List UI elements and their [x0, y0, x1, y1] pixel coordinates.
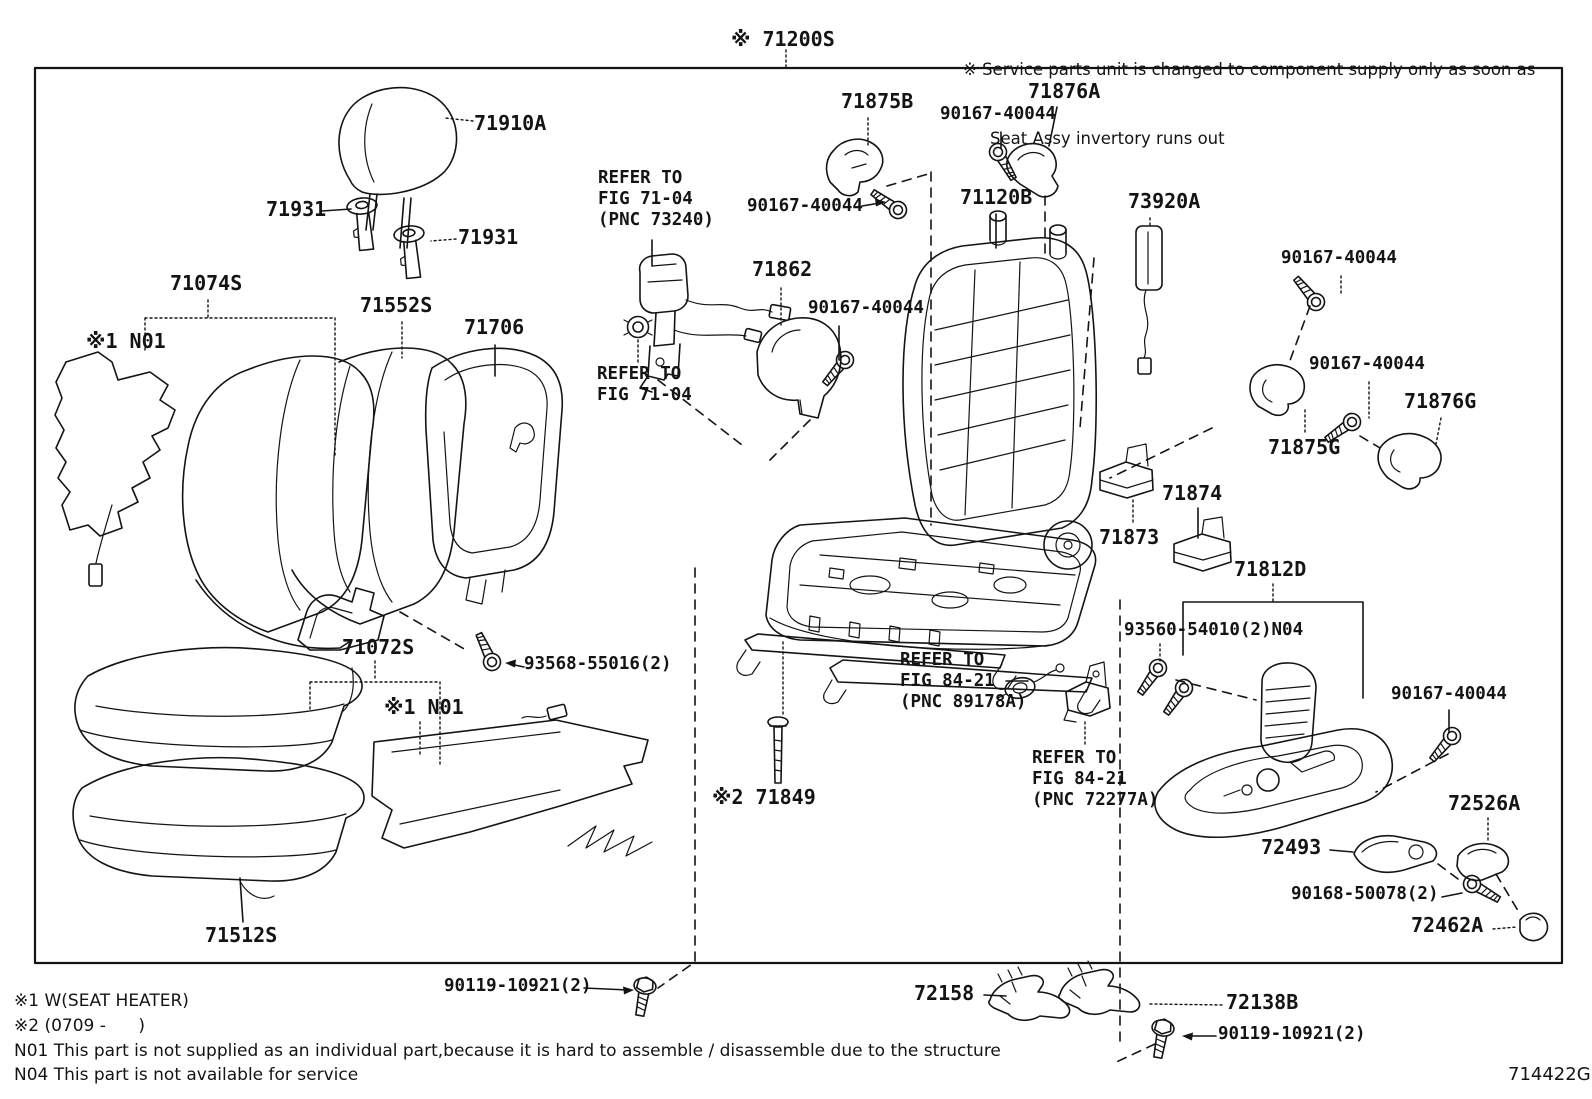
part-label-90119-10921-2: 90119-10921(2)	[1218, 1024, 1366, 1044]
footnote-seat-heater: ※1 W(SEAT HEATER)	[14, 991, 189, 1011]
part-label-71875b: 71875B	[841, 89, 914, 113]
part-label-71910a: 71910A	[474, 111, 547, 135]
part-label-refer-fig71-04-nut: REFER TO FIG 71-04	[597, 364, 692, 405]
part-label-n01-back: ※1 N01	[86, 329, 166, 353]
part-label-72138b: 72138B	[1226, 990, 1299, 1014]
figure-code: 714422G	[1508, 1064, 1591, 1085]
part-label-refer-fig84-21-sensor: REFER TO FIG 84-21 (PNC 89178A)	[900, 650, 1027, 712]
headrest-support-71931	[346, 196, 428, 279]
side-shield	[1155, 729, 1392, 837]
part-label-71862: 71862	[752, 257, 813, 281]
part-label-72526a: 72526A	[1448, 791, 1521, 815]
part-label-71849: ※2 71849	[712, 785, 816, 809]
part-label-73920a: 73920A	[1128, 189, 1201, 213]
cap-72462a	[1520, 913, 1547, 940]
part-label-90167-40044-2: 90167-40044	[940, 104, 1056, 124]
part-label-71200s: ※ 71200S	[731, 27, 835, 51]
part-label-71512s: 71512S	[205, 923, 278, 947]
module-73920a	[1136, 226, 1162, 374]
clip-72158	[989, 967, 1070, 1020]
part-label-71876g: 71876G	[1404, 389, 1477, 413]
footnote-n01: N01 This part is not supplied as an individual part,because it is hard to assemble / disassemble due to the structure	[14, 1041, 1001, 1061]
part-label-93560-54010: 93560-54010(2)N04	[1124, 620, 1304, 640]
part-label-90167-40044-4: 90167-40044	[808, 298, 924, 318]
headrest-71910a	[339, 88, 457, 248]
part-label-n01-cushion: ※1 N01	[384, 695, 464, 719]
seatback-heater-pad-n01	[55, 352, 175, 586]
shield-71862	[757, 318, 841, 418]
part-label-90167-40044-6: 90167-40044	[1391, 684, 1507, 704]
belt-anchor-nut	[624, 317, 652, 338]
part-label-71706: 71706	[464, 315, 525, 339]
part-label-71931-b: 71931	[458, 225, 519, 249]
screws-93560-54010	[1133, 656, 1196, 718]
part-label-71931-a: 71931	[266, 197, 327, 221]
dashed-reference-lines	[400, 172, 1520, 1064]
service-note-line1: ※ Service parts unit is changed to component supply only as soon as	[963, 60, 1536, 79]
part-label-90167-40044-3: 90167-40044	[1281, 248, 1397, 268]
part-label-71875g: 71875G	[1268, 435, 1341, 459]
part-label-71552s: 71552S	[360, 293, 433, 317]
part-label-72462a: 72462A	[1411, 913, 1484, 937]
part-label-72158: 72158	[914, 981, 975, 1005]
part-label-71873: 71873	[1099, 525, 1160, 549]
part-label-90119-10921-1: 90119-10921(2)	[444, 976, 592, 996]
cushion-cover-71072s	[75, 648, 362, 771]
screw-71849	[768, 717, 788, 783]
part-label-71120b: 71120B	[960, 185, 1033, 209]
seatback-pad-71552s	[292, 348, 466, 624]
part-label-72493: 72493	[1261, 835, 1322, 859]
part-label-93568-55016: 93568-55016(2)	[524, 654, 672, 674]
handle-72493	[1354, 836, 1436, 873]
part-label-71874: 71874	[1162, 481, 1223, 505]
bracket-71875b	[827, 139, 883, 195]
part-label-71074s: 71074S	[170, 271, 243, 295]
cushion-heater-sheet-n01	[372, 704, 652, 856]
inner-cover-71812d	[1261, 663, 1316, 762]
footnote-0709: ※2 (0709 - )	[14, 1016, 145, 1036]
part-label-refer-fig71-04-belt: REFER TO FIG 71-04 (PNC 73240)	[598, 168, 714, 230]
part-label-90167-40044-1: 90167-40044	[747, 196, 863, 216]
bracket-71873	[1100, 444, 1153, 498]
bracket-71875g	[1250, 365, 1304, 416]
service-note-line2: Seat Assy invertory runs out	[990, 129, 1225, 148]
screw-93568-55016	[471, 630, 503, 673]
bracket-71876g	[1378, 434, 1441, 489]
cushion-pad-71512s	[73, 758, 364, 899]
part-label-90167-40044-5: 90167-40044	[1309, 354, 1425, 374]
bolt-90119-10921-right	[1147, 1017, 1175, 1059]
bracket-71874	[1174, 517, 1231, 571]
bolt-90119-10921-left	[629, 975, 657, 1017]
clip-72138b	[1059, 961, 1140, 1014]
part-label-71876a: 71876A	[1028, 79, 1101, 103]
part-label-90168-50078: 90168-50078(2)	[1291, 884, 1439, 904]
screw-90168-50078	[1460, 872, 1503, 906]
seat-frame-71120b	[737, 211, 1100, 714]
seatback-cover-71074s	[183, 356, 374, 648]
part-label-71812d: 71812D	[1234, 557, 1307, 581]
cover-72526a	[1457, 844, 1508, 881]
part-label-71072s: 71072S	[342, 635, 415, 659]
footnote-n04: N04 This part is not available for service	[14, 1065, 359, 1085]
part-label-refer-fig84-21-bracket: REFER TO FIG 84-21 (PNC 72277A)	[1032, 748, 1159, 810]
